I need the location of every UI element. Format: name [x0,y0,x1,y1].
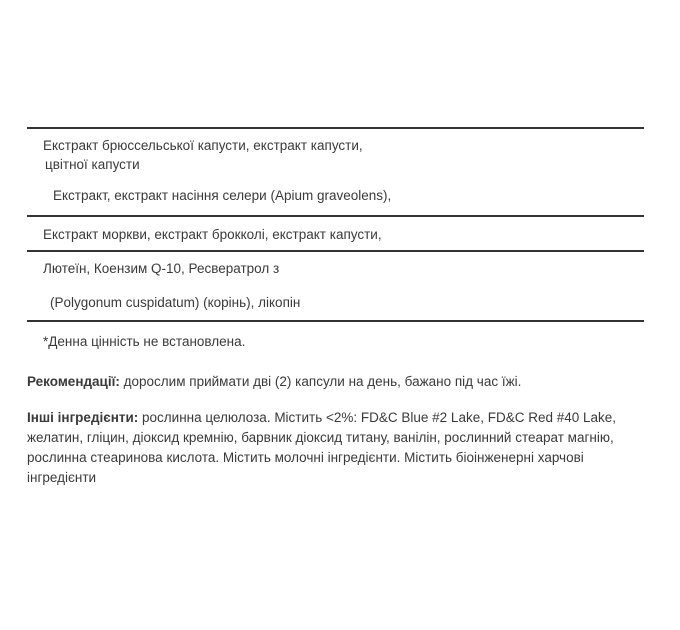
recommendations-text: дорослим приймати дві (2) капсули на день, бажано під час їжі. [119,374,522,389]
table-row [27,252,644,322]
daily-value-footnote: *Денна цінність не встановлена. [43,334,246,349]
recommendations-label: Рекомендації: [27,374,120,389]
row-text: (Polygonum cuspidatum) (корінь), лікопін [50,295,301,310]
row-text: Екстракт, екстракт насіння селери (Apium graveolens), [53,188,392,203]
other-ingredients-text: рослинна целюлоза. Містить <2%: FD&C Blue #2 Lake, FD&C Red #40 Lake, желатин, гліцин, діоксид кремнію, барвник діоксид титану, ванілін, рослинний стеарат магнію, рослинна стеаринова кислота. Містить молочні інгредієнти. Містить біоінженерні харчові інгредієнти [27,410,617,485]
table-row [27,217,644,252]
table-row [27,129,644,217]
other-ingredients-label: Інші інгредієнти: [27,410,139,425]
other-ingredients-paragraph [27,408,627,488]
row-text: цвітної капусти [45,157,140,172]
row-text: Екстракт моркви, екстракт брокколі, екстракт капусти, [43,227,382,242]
row-text: Лютеїн, Коензим Q-10, Ресвератрол з [43,261,280,276]
ingredients-table [27,127,644,322]
row-text: Екстракт брюссельської капусти, екстракт капусти, [43,138,363,153]
recommendations-paragraph [27,372,627,392]
